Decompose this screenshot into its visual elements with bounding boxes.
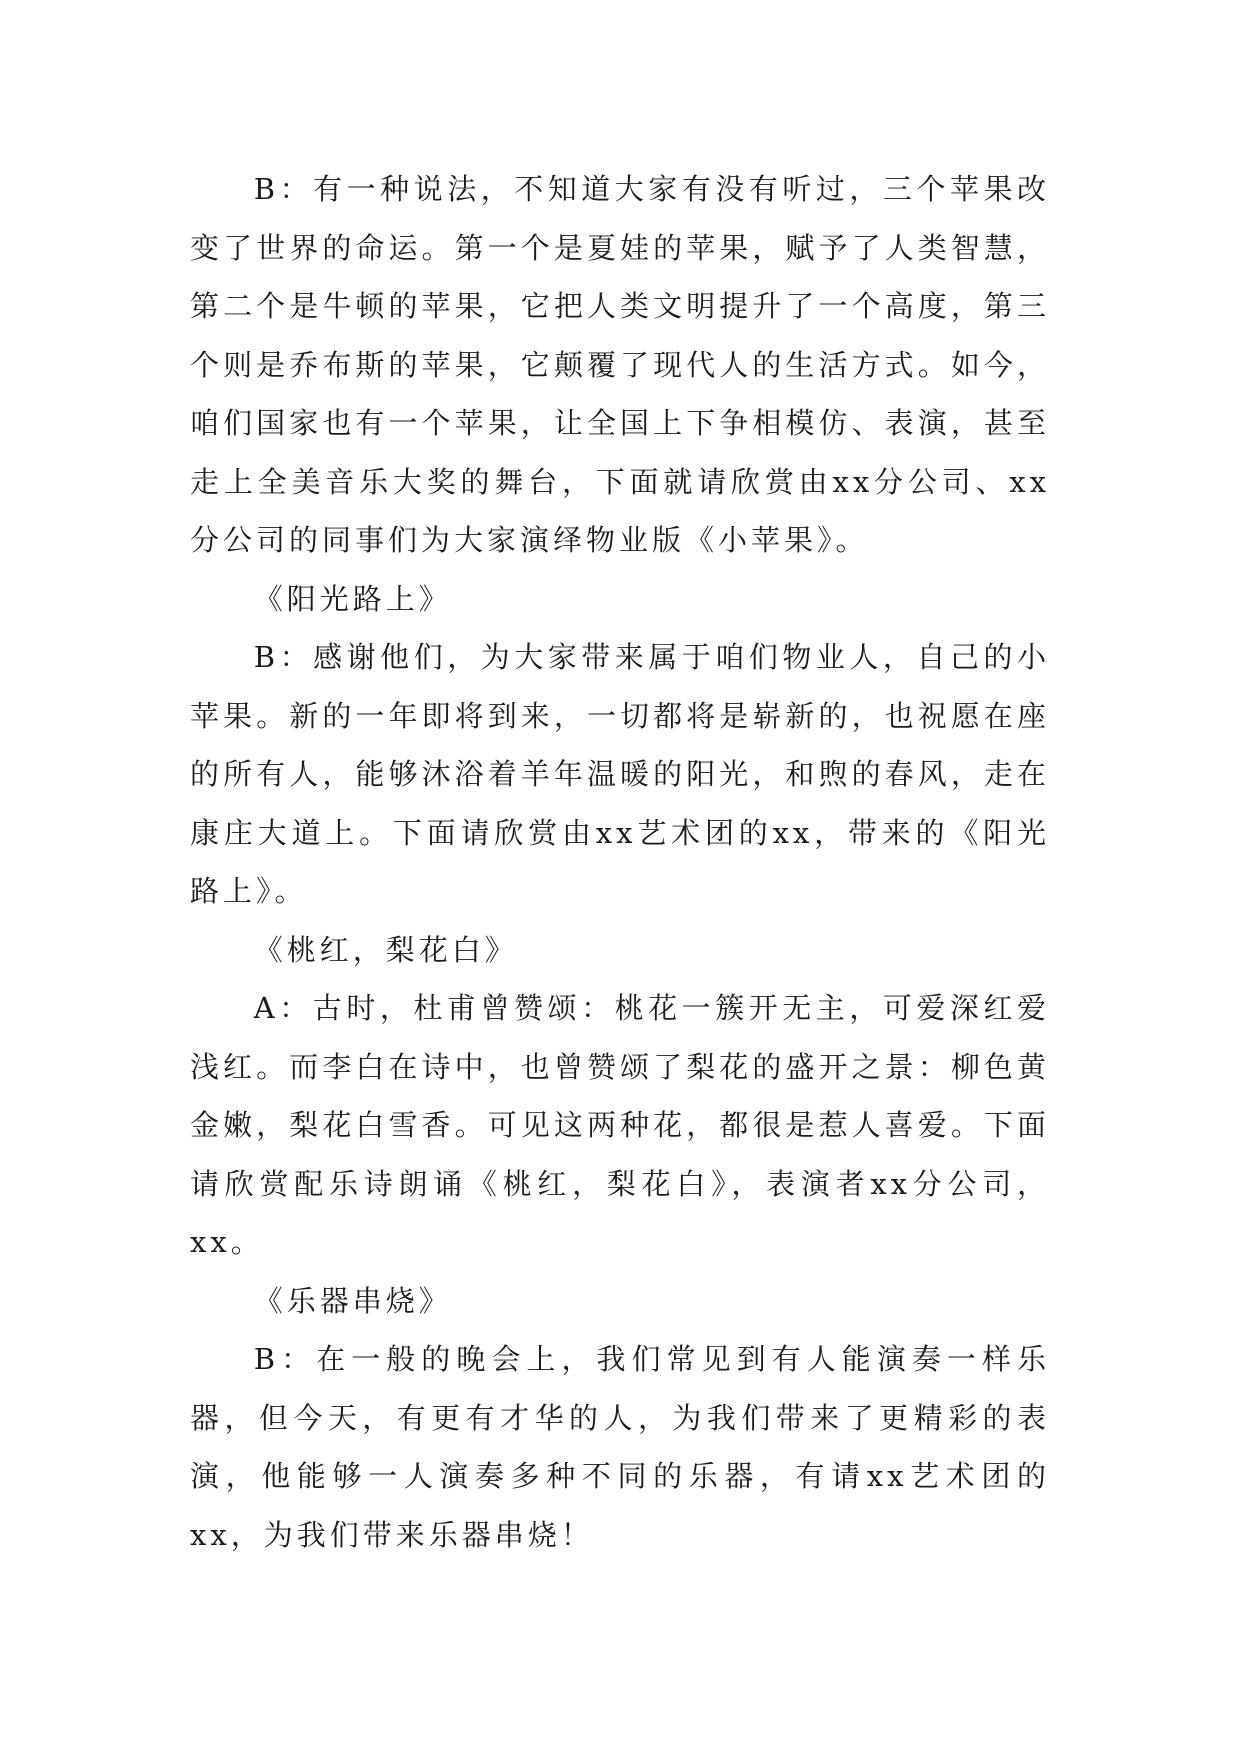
paragraph-host-b-apple: B：有一种说法，不知道大家有没有听过，三个苹果改变了世界的命运。第一个是夏娃的苹果，赋予了人类智慧，第二个是牛顿的苹果，它把人类文明提升了一个高度，第三个则是乔布斯的苹果，它颠覆了现代人的生活方式。如今，咱们国家也有一个苹果，让全国上下争相模仿、表演，甚至走上全美音乐大奖的舞台，下面就请欣赏由xx分公司、xx分公司的同事们为大家演绎物业版《小苹果》。	[190, 172, 1050, 557]
program-title-peach-pear: 《桃红，梨花白》	[253, 932, 518, 967]
paragraph-host-a-peach-pear: A：古时，杜甫曾赞颂：桃花一簇开无主，可爱深红爱浅红。而李白在诗中，也曾赞颂了梨花的盛开之景：柳色黄金嫩，梨花白雪香。可见这两种花，都很是惹人喜爱。下面请欣赏配乐诗朗诵《桃红，梨花白》，表演者xx分公司，xx。	[190, 991, 1050, 1259]
paragraph-host-b-instruments: B：在一般的晚会上，我们常见到有人能演奏一样乐器，但今天，有更有才华的人，为我们带来了更精彩的表演，他能够一人演奏多种不同的乐器，有请xx艺术团的xx，为我们带来乐器串烧！	[190, 1342, 1050, 1552]
program-title-instrument-medley: 《乐器串烧》	[253, 1283, 452, 1318]
program-title-sunshine-road: 《阳光路上》	[253, 581, 452, 616]
document-body	[190, 160, 1050, 1564]
paragraph-host-b-sunshine: B：感谢他们，为大家带来属于咱们物业人，自己的小苹果。新的一年即将到来，一切都将是崭新的，也祝愿在座的所有人，能够沐浴着羊年温暖的阳光，和煦的春风，走在康庄大道上。下面请欣赏由xx艺术团的xx，带来的《阳光路上》。	[190, 640, 1050, 908]
